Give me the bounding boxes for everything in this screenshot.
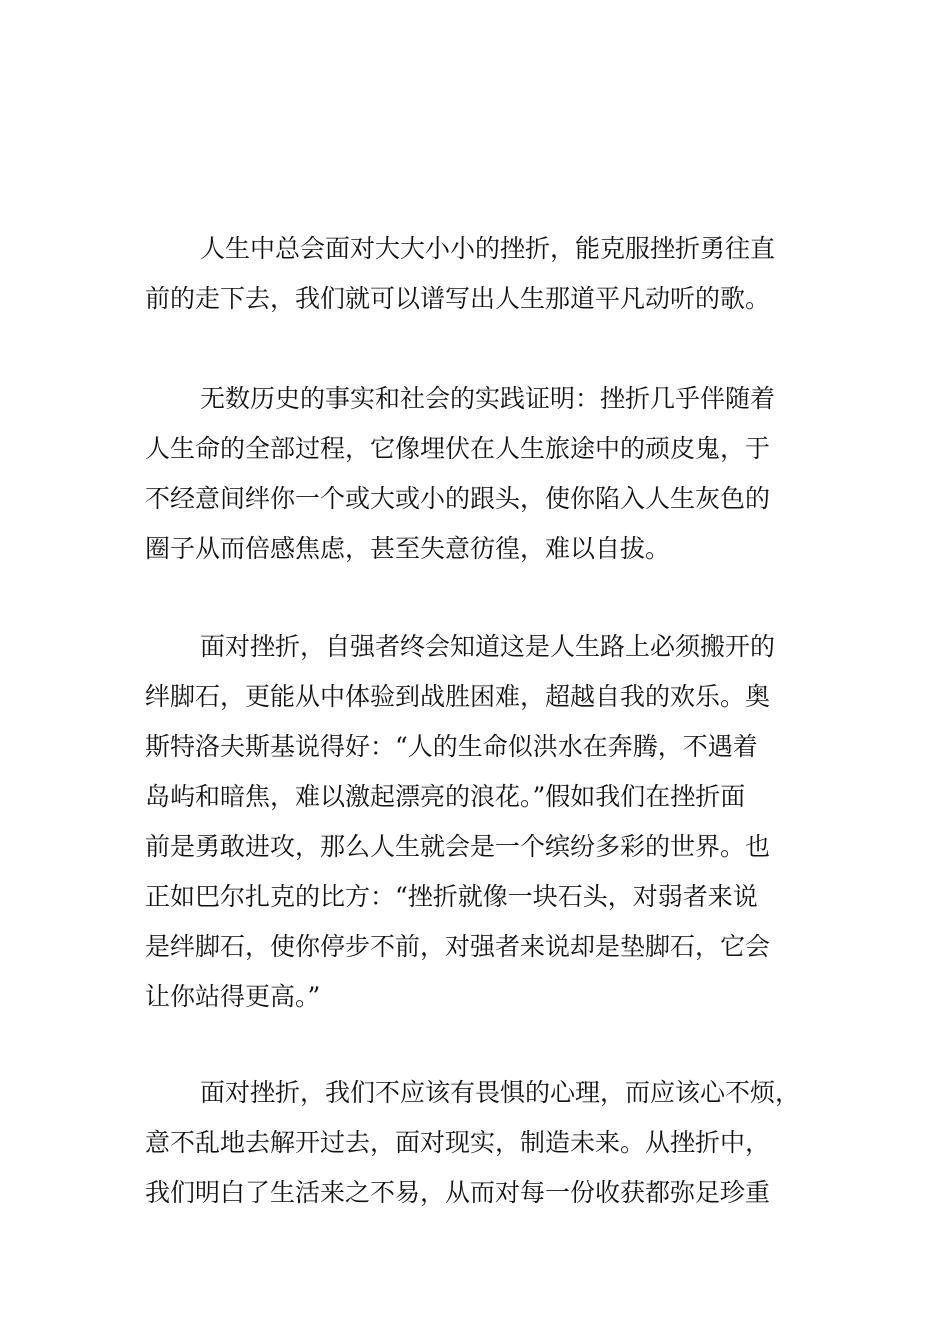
paragraph-line: 不经意间绊你一个或大或小的跟头，使你陷入人生灰色的 (145, 484, 771, 513)
paragraph-line: 人生中总会面对大大小小的挫折，能克服挫折勇往直 (200, 234, 776, 263)
paragraph-line: 意不乱地去解开过去，面对现实，制造未来。从挫折中， (145, 1128, 771, 1157)
paragraph-line: 无数历史的事实和社会的实践证明：挫折几乎伴随着 (200, 384, 776, 413)
paragraph-line: 是绊脚石，使你停步不前，对强者来说却是垫脚石，它会 (145, 932, 771, 961)
paragraph-line: 正如巴尔扎克的比方：“挫折就像一块石头，对弱者来说 (145, 882, 758, 911)
paragraph-line: 人生命的全部过程，它像埋伏在人生旅途中的顽皮鬼，于 (145, 434, 771, 463)
paragraph-line: 前是勇敢进攻，那么人生就会是一个缤纷多彩的世界。也 (145, 832, 771, 861)
paragraph-line: 让你站得更高。” (145, 982, 321, 1011)
paragraph-4 (145, 1068, 807, 1218)
paragraph-3 (145, 622, 807, 1022)
paragraph-line: 绊脚石，更能从中体验到战胜困难，超越自我的欢乐。奥 (145, 682, 771, 711)
paragraph-1 (145, 224, 807, 324)
paragraph-line: 面对挫折，我们不应该有畏惧的心理，而应该心不烦， (200, 1078, 801, 1107)
paragraph-line: 面对挫折，自强者终会知道这是人生路上必须搬开的 (200, 632, 776, 661)
paragraph-line: 岛屿和暗焦，难以激起漂亮的浪花。”假如我们在挫折面 (145, 782, 746, 811)
paragraph-line: 我们明白了生活来之不易，从而对每一份收获都弥足珍重 (145, 1178, 771, 1207)
paragraph-line: 圈子从而倍感焦虑，甚至失意彷徨，难以自拔。 (145, 534, 671, 563)
paragraph-2 (145, 374, 807, 574)
paragraph-line: 斯特洛夫斯基说得好：“人的生命似洪水在奔腾，不遇着 (145, 732, 758, 761)
paragraph-line: 前的走下去，我们就可以谱写出人生那道平凡动听的歌。 (145, 284, 771, 313)
